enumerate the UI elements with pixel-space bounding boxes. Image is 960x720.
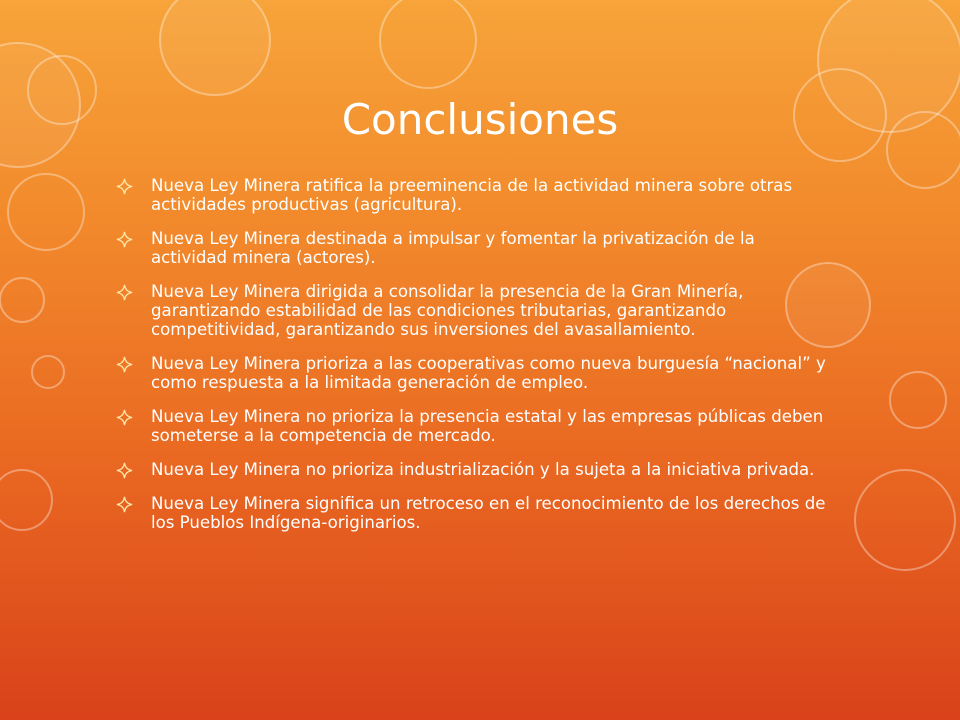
bullet-text: Nueva Ley Minera destinada a impulsar y fomentar la privatización de la actividad minera (actores). (151, 229, 755, 267)
bullet-item (116, 494, 836, 532)
bullet-item (116, 407, 836, 445)
bullet-text: Nueva Ley Minera dirigida a consolidar la presencia de la Gran Minería, garantizando estabilidad de las condiciones tributarias, garantizando competitividad, garantizando sus inversiones del avasallamiento. (151, 282, 744, 339)
bullet-item (116, 282, 836, 339)
four-point-star-outline-icon (116, 178, 133, 195)
four-point-star-outline-icon (116, 496, 133, 513)
bullet-text: Nueva Ley Minera significa un retroceso en el reconocimiento de los derechos de los Pueblos Indígena-originarios. (151, 494, 826, 532)
bullet-item (116, 229, 836, 267)
four-point-star-outline-icon (116, 462, 133, 479)
four-point-star-outline-icon (116, 284, 133, 301)
bullet-item (116, 176, 836, 214)
four-point-star-outline-icon (116, 356, 133, 373)
bullet-text: Nueva Ley Minera no prioriza la presencia estatal y las empresas públicas deben someterse a la competencia de mercado. (151, 407, 824, 445)
slide-title: Conclusiones (341, 95, 619, 144)
four-point-star-outline-icon (116, 231, 133, 248)
bullet-text: Nueva Ley Minera no prioriza industrialización y la sujeta a la iniciativa privada. (151, 460, 815, 479)
bullet-item (116, 354, 836, 392)
bullet-list (116, 176, 836, 547)
bullet-text: Nueva Ley Minera ratifica la preeminencia de la actividad minera sobre otras actividades productivas (agricultura). (151, 176, 793, 214)
four-point-star-outline-icon (116, 409, 133, 426)
bullet-item (116, 460, 836, 479)
bullet-text: Nueva Ley Minera prioriza a las cooperativas como nueva burguesía “nacional” y como respuesta a la limitada generación de empleo. (151, 354, 826, 392)
